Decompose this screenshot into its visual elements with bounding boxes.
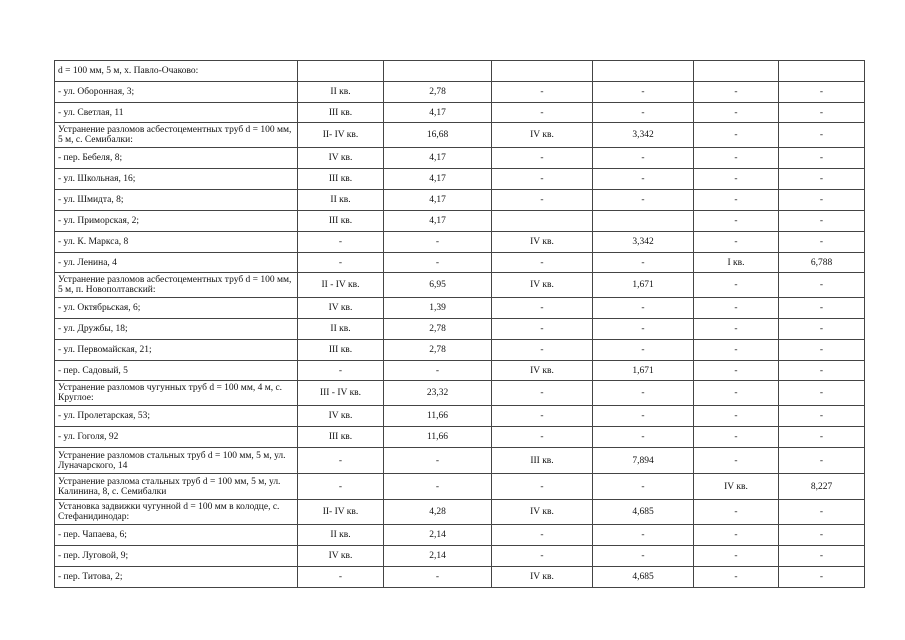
table-row — [55, 123, 865, 148]
table-row — [55, 427, 865, 448]
period-cell: - — [694, 298, 779, 319]
amount-cell: - — [779, 123, 865, 148]
period-cell: - — [298, 361, 384, 381]
period-cell: - — [694, 103, 779, 123]
table-row — [55, 273, 865, 298]
amount-cell: 1,671 — [593, 273, 694, 298]
amount-cell: - — [779, 361, 865, 381]
amount-cell: 2,78 — [384, 82, 492, 103]
period-cell: - — [492, 474, 593, 500]
work-description-cell: - ул. Октябрьская, 6; — [55, 298, 298, 319]
amount-cell: - — [779, 427, 865, 448]
table-row — [55, 525, 865, 546]
work-description-cell: - ул. Шмидта, 8; — [55, 190, 298, 211]
table-row — [55, 474, 865, 500]
amount-cell: 6,95 — [384, 273, 492, 298]
amount-cell: - — [779, 546, 865, 567]
period-cell: IV кв. — [694, 474, 779, 500]
period-cell: - — [694, 82, 779, 103]
period-cell: - — [694, 211, 779, 232]
work-description-cell: - ул. Гоголя, 92 — [55, 427, 298, 448]
amount-cell: 2,14 — [384, 525, 492, 546]
amount-cell: - — [593, 319, 694, 340]
period-cell: - — [694, 427, 779, 448]
period-cell: - — [694, 123, 779, 148]
period-cell: II кв. — [298, 319, 384, 340]
work-description-cell: Установка задвижки чугунной d = 100 мм в колодце, с. Стефанидинодар: — [55, 500, 298, 525]
table-row — [55, 190, 865, 211]
period-cell: - — [694, 169, 779, 190]
period-cell: IV кв. — [492, 500, 593, 525]
amount-cell: - — [593, 406, 694, 427]
amount-cell: 1,671 — [593, 361, 694, 381]
work-description-cell: - пер. Титова, 2; — [55, 567, 298, 588]
amount-cell: - — [593, 82, 694, 103]
amount-cell: 2,78 — [384, 319, 492, 340]
table-body — [55, 61, 865, 588]
amount-cell: - — [593, 381, 694, 406]
work-description-cell: - ул. Оборонная, 3; — [55, 82, 298, 103]
period-cell: IV кв. — [492, 123, 593, 148]
amount-cell: - — [779, 340, 865, 361]
table-row — [55, 361, 865, 381]
period-cell: - — [694, 567, 779, 588]
amount-cell: - — [779, 319, 865, 340]
period-cell: III кв. — [298, 340, 384, 361]
period-cell: IV кв. — [298, 546, 384, 567]
amount-cell: 4,17 — [384, 148, 492, 169]
amount-cell: 3,342 — [593, 123, 694, 148]
period-cell: III - IV кв. — [298, 381, 384, 406]
amount-cell: 4,17 — [384, 103, 492, 123]
amount-cell: - — [779, 500, 865, 525]
table-row — [55, 82, 865, 103]
amount-cell — [593, 61, 694, 82]
amount-cell — [593, 211, 694, 232]
period-cell: - — [492, 82, 593, 103]
period-cell: - — [694, 546, 779, 567]
work-description-cell: - пер. Луговой, 9; — [55, 546, 298, 567]
work-description-cell: - ул. К. Маркса, 8 — [55, 232, 298, 253]
work-description-cell: - ул. Ленина, 4 — [55, 253, 298, 273]
work-description-cell: - ул. Школьная, 16; — [55, 169, 298, 190]
table-row — [55, 169, 865, 190]
work-description-cell: - ул. Пролетарская, 53; — [55, 406, 298, 427]
period-cell: - — [694, 190, 779, 211]
period-cell: - — [492, 103, 593, 123]
table-row — [55, 319, 865, 340]
period-cell: - — [492, 381, 593, 406]
period-cell: - — [492, 525, 593, 546]
amount-cell: 4,17 — [384, 211, 492, 232]
amount-cell: - — [384, 232, 492, 253]
amount-cell: - — [384, 474, 492, 500]
work-description-cell: Устранение разломов стальных труб d = 100 мм, 5 м, ул. Луначарского, 14 — [55, 448, 298, 474]
period-cell: - — [492, 406, 593, 427]
table-row — [55, 103, 865, 123]
amount-cell: - — [593, 298, 694, 319]
period-cell: - — [694, 525, 779, 546]
amount-cell: 4,17 — [384, 169, 492, 190]
period-cell: II- IV кв. — [298, 500, 384, 525]
work-description-cell: Устранение разломов чугунных труб d = 100 мм, 4 м, с. Круглое: — [55, 381, 298, 406]
amount-cell: - — [779, 298, 865, 319]
table-row — [55, 61, 865, 82]
work-description-cell: - пер. Садовый, 5 — [55, 361, 298, 381]
period-cell: - — [694, 361, 779, 381]
amount-cell: 16,68 — [384, 123, 492, 148]
amount-cell: 4,28 — [384, 500, 492, 525]
table-row — [55, 448, 865, 474]
period-cell: - — [694, 232, 779, 253]
amount-cell: - — [779, 525, 865, 546]
amount-cell: - — [593, 169, 694, 190]
work-description-cell: d = 100 мм, 5 м, х. Павло-Очаково: — [55, 61, 298, 82]
period-cell: IV кв. — [492, 273, 593, 298]
amount-cell: - — [779, 169, 865, 190]
amount-cell: - — [384, 361, 492, 381]
amount-cell: - — [384, 253, 492, 273]
period-cell: II кв. — [298, 525, 384, 546]
amount-cell: 11,66 — [384, 406, 492, 427]
period-cell: - — [492, 169, 593, 190]
table-row — [55, 381, 865, 406]
period-cell: II кв. — [298, 190, 384, 211]
period-cell: III кв. — [298, 169, 384, 190]
work-description-cell: Устранение разломов асбестоцементных труб d = 100 мм, 5 м, с. Семибалки: — [55, 123, 298, 148]
table-row — [55, 298, 865, 319]
period-cell: - — [694, 340, 779, 361]
works-schedule-table — [54, 60, 865, 588]
amount-cell: 6,788 — [779, 253, 865, 273]
period-cell: - — [492, 546, 593, 567]
amount-cell: 4,17 — [384, 190, 492, 211]
amount-cell: - — [593, 525, 694, 546]
amount-cell: - — [593, 340, 694, 361]
table-row — [55, 211, 865, 232]
work-description-cell: - ул. Дружбы, 18; — [55, 319, 298, 340]
amount-cell: 7,894 — [593, 448, 694, 474]
period-cell: - — [492, 319, 593, 340]
period-cell: - — [694, 273, 779, 298]
period-cell: IV кв. — [298, 406, 384, 427]
table-row — [55, 232, 865, 253]
amount-cell: - — [593, 103, 694, 123]
period-cell: - — [298, 448, 384, 474]
amount-cell — [779, 61, 865, 82]
work-description-cell: - ул. Приморская, 2; — [55, 211, 298, 232]
amount-cell: - — [593, 148, 694, 169]
amount-cell: 2,78 — [384, 340, 492, 361]
amount-cell: - — [779, 381, 865, 406]
period-cell: - — [298, 567, 384, 588]
period-cell: IV кв. — [492, 567, 593, 588]
amount-cell: - — [779, 103, 865, 123]
amount-cell: 8,227 — [779, 474, 865, 500]
period-cell: - — [492, 427, 593, 448]
period-cell: - — [694, 448, 779, 474]
amount-cell: 2,14 — [384, 546, 492, 567]
amount-cell: - — [593, 546, 694, 567]
period-cell: - — [694, 148, 779, 169]
period-cell: - — [298, 253, 384, 273]
amount-cell: - — [779, 406, 865, 427]
amount-cell: - — [779, 82, 865, 103]
table-row — [55, 546, 865, 567]
amount-cell: 11,66 — [384, 427, 492, 448]
amount-cell: 4,685 — [593, 500, 694, 525]
amount-cell: - — [593, 427, 694, 448]
period-cell: - — [492, 148, 593, 169]
table-row — [55, 340, 865, 361]
period-cell: - — [492, 298, 593, 319]
table-row — [55, 253, 865, 273]
work-description-cell: Устранение разлома стальных труб d = 100 мм, 5 м, ул. Калинина, 8, с. Семибалки — [55, 474, 298, 500]
period-cell — [298, 61, 384, 82]
period-cell: - — [492, 253, 593, 273]
period-cell: I кв. — [694, 253, 779, 273]
period-cell: - — [492, 190, 593, 211]
amount-cell: - — [779, 148, 865, 169]
period-cell: II- IV кв. — [298, 123, 384, 148]
amount-cell: - — [779, 190, 865, 211]
amount-cell: - — [779, 211, 865, 232]
amount-cell: - — [779, 448, 865, 474]
work-description-cell: - ул. Первомайская, 21; — [55, 340, 298, 361]
period-cell — [492, 61, 593, 82]
amount-cell: - — [384, 567, 492, 588]
period-cell: - — [298, 232, 384, 253]
table-row — [55, 500, 865, 525]
period-cell: IV кв. — [298, 148, 384, 169]
period-cell — [694, 61, 779, 82]
period-cell: II кв. — [298, 82, 384, 103]
period-cell: IV кв. — [492, 361, 593, 381]
amount-cell: - — [779, 232, 865, 253]
amount-cell: - — [779, 273, 865, 298]
period-cell: - — [694, 381, 779, 406]
amount-cell: 1,39 — [384, 298, 492, 319]
amount-cell: - — [779, 567, 865, 588]
period-cell: - — [492, 340, 593, 361]
amount-cell: - — [593, 474, 694, 500]
table-row — [55, 148, 865, 169]
period-cell: III кв. — [298, 103, 384, 123]
table-row — [55, 567, 865, 588]
work-description-cell: Устранение разломов асбестоцементных труб d = 100 мм, 5 м, п. Новополтавский: — [55, 273, 298, 298]
amount-cell: - — [593, 253, 694, 273]
period-cell: II - IV кв. — [298, 273, 384, 298]
period-cell: - — [694, 500, 779, 525]
work-description-cell: - пер. Бебеля, 8; — [55, 148, 298, 169]
work-description-cell: - ул. Светлая, 11 — [55, 103, 298, 123]
period-cell: IV кв. — [298, 298, 384, 319]
period-cell — [492, 211, 593, 232]
period-cell: III кв. — [298, 427, 384, 448]
period-cell: III кв. — [298, 211, 384, 232]
period-cell: IV кв. — [492, 232, 593, 253]
table-row — [55, 406, 865, 427]
amount-cell: - — [593, 190, 694, 211]
amount-cell: 23,32 — [384, 381, 492, 406]
amount-cell: - — [384, 448, 492, 474]
amount-cell — [384, 61, 492, 82]
period-cell: III кв. — [492, 448, 593, 474]
amount-cell: 3,342 — [593, 232, 694, 253]
period-cell: - — [694, 406, 779, 427]
work-description-cell: - пер. Чапаева, 6; — [55, 525, 298, 546]
period-cell: - — [694, 319, 779, 340]
period-cell: - — [298, 474, 384, 500]
amount-cell: 4,685 — [593, 567, 694, 588]
